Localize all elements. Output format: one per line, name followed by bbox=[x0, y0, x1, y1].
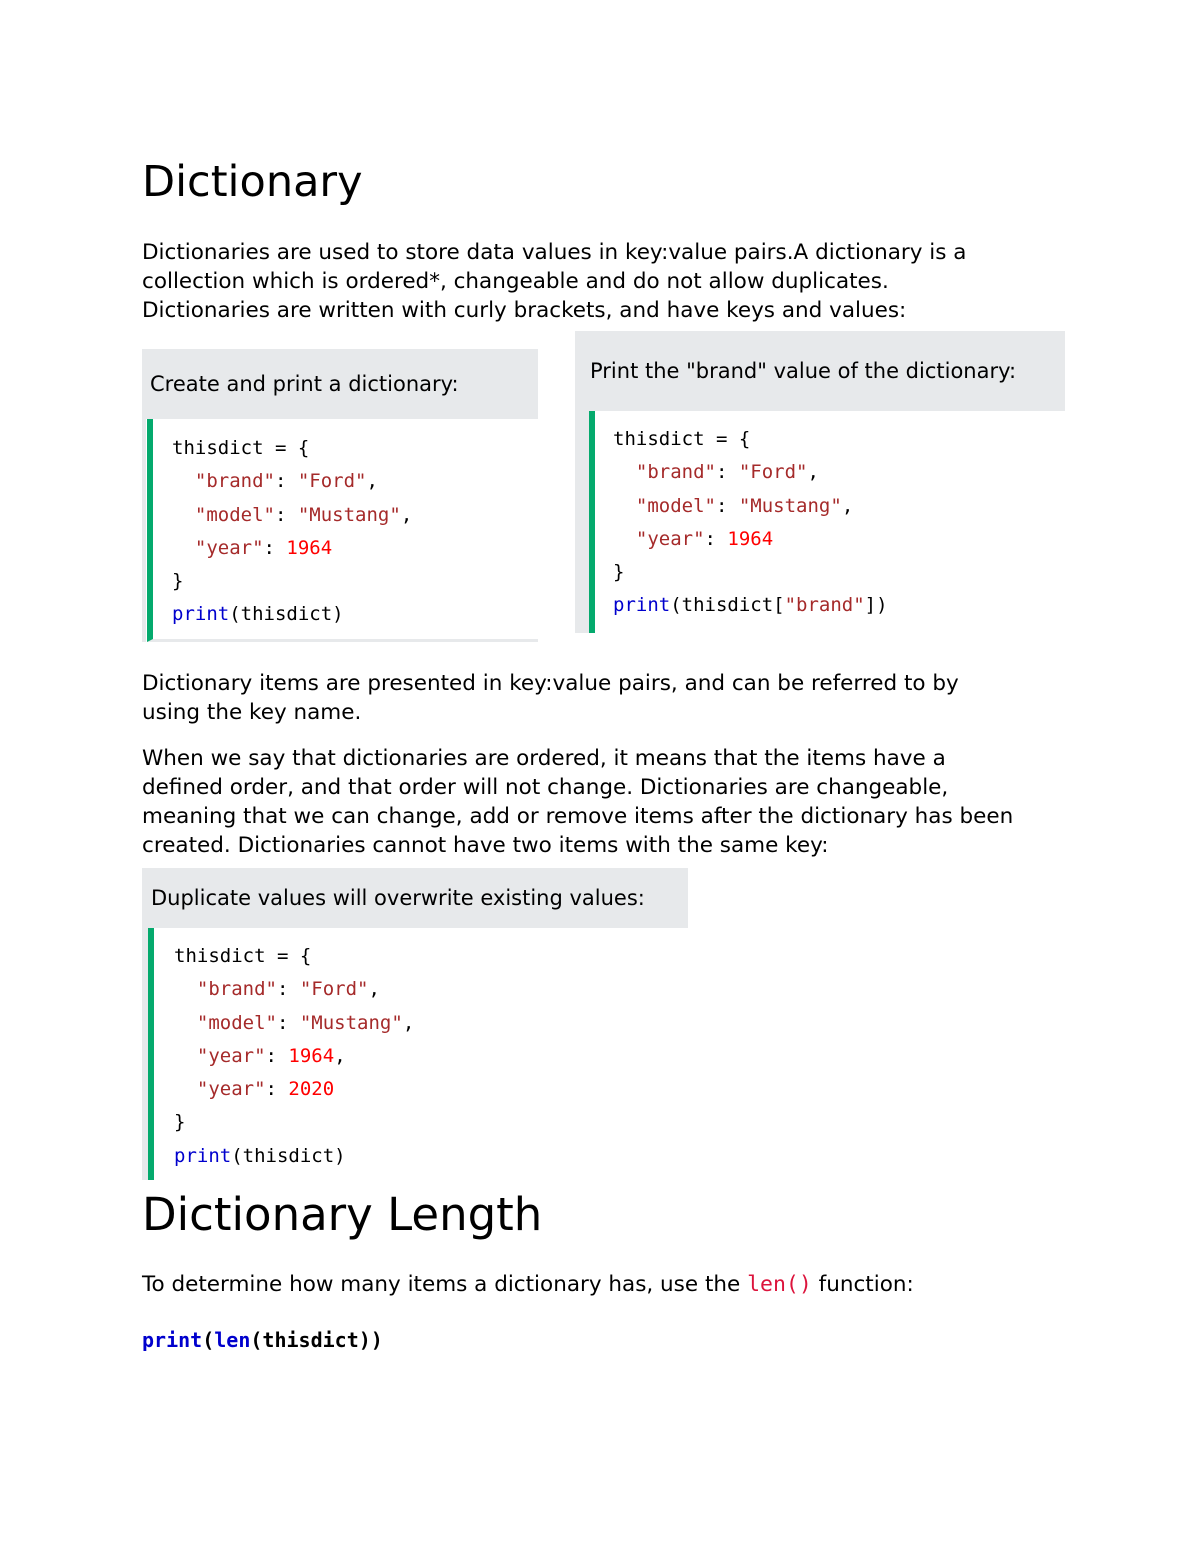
code-token: : bbox=[265, 1044, 289, 1067]
code-token: 2020 bbox=[288, 1078, 335, 1101]
code-token bbox=[172, 504, 195, 526]
code-line bbox=[172, 499, 538, 532]
intro-paragraph bbox=[142, 238, 1102, 325]
code-line bbox=[174, 940, 688, 973]
code-token: , bbox=[334, 1044, 346, 1067]
code-token: , bbox=[368, 978, 380, 1001]
code-token: "year" bbox=[635, 527, 705, 550]
code-line bbox=[613, 490, 1065, 523]
intro-line: Dictionaries are written with curly brackets, and have keys and values: bbox=[142, 298, 907, 323]
code-line bbox=[172, 598, 538, 631]
code-token: "Mustang" bbox=[297, 503, 401, 526]
code-token: "Ford" bbox=[738, 461, 808, 484]
len-code-line bbox=[142, 1325, 383, 1355]
code-line bbox=[172, 565, 538, 598]
code-token bbox=[174, 978, 197, 1000]
code-token: ( bbox=[202, 1328, 215, 1352]
code-token: "model" bbox=[194, 503, 275, 526]
code-token: , bbox=[807, 461, 819, 484]
code-token: len bbox=[214, 1328, 251, 1352]
code-line bbox=[172, 432, 538, 465]
code-token: thisdict = { bbox=[172, 437, 310, 459]
code-token: "Ford" bbox=[299, 978, 369, 1001]
code-token: } bbox=[172, 570, 184, 593]
code-token: thisdict = { bbox=[613, 428, 751, 450]
code-token: : bbox=[715, 461, 739, 484]
code-line bbox=[174, 1040, 688, 1073]
code-token bbox=[613, 461, 636, 483]
code-token: : bbox=[265, 1078, 289, 1101]
code-line bbox=[613, 556, 1065, 589]
example-duplicate-code bbox=[148, 928, 688, 1180]
code-token: thisdict = { bbox=[174, 945, 312, 967]
code-line bbox=[174, 1007, 688, 1040]
code-token: : bbox=[276, 978, 300, 1001]
paragraph-text: To determine how many items a dictionary has, use the bbox=[142, 1272, 748, 1297]
example-shade bbox=[575, 411, 590, 633]
code-token: : bbox=[274, 470, 298, 493]
example-create-code bbox=[147, 419, 538, 642]
code-token: : bbox=[704, 527, 728, 550]
len-paragraph bbox=[142, 1270, 914, 1299]
code-token: : bbox=[715, 494, 739, 517]
code-token: "model" bbox=[196, 1011, 277, 1034]
code-token: "Mustang" bbox=[738, 494, 842, 517]
ordered-paragraph bbox=[142, 744, 1102, 860]
code-line bbox=[613, 523, 1065, 556]
paragraph-line: Dictionary items are presented in key:value pairs, and can be referred to by bbox=[142, 671, 959, 696]
code-token: : bbox=[263, 536, 287, 559]
code-token bbox=[613, 495, 636, 517]
code-token: "year" bbox=[196, 1078, 266, 1101]
code-line bbox=[613, 456, 1065, 489]
page-title: Dictionary bbox=[142, 157, 363, 207]
code-line bbox=[613, 423, 1065, 456]
code-token: , bbox=[400, 503, 413, 526]
example-shade bbox=[142, 419, 146, 642]
code-token bbox=[174, 1078, 197, 1100]
paragraph-line: using the key name. bbox=[142, 700, 362, 725]
code-token bbox=[172, 470, 195, 492]
section-title-length: Dictionary Length bbox=[142, 1188, 543, 1241]
code-token: ]) bbox=[864, 594, 888, 617]
code-token: } bbox=[174, 1111, 186, 1134]
example-create-header: Create and print a dictionary: bbox=[142, 349, 538, 419]
code-line bbox=[613, 589, 1065, 622]
code-token: print bbox=[172, 603, 230, 626]
code-token: print bbox=[174, 1144, 232, 1167]
code-token: , bbox=[402, 1011, 415, 1034]
code-token: (thisdict) bbox=[231, 1144, 346, 1167]
code-token: "Mustang" bbox=[299, 1011, 403, 1034]
len-inline-code: len() bbox=[747, 1272, 812, 1297]
code-token: "model" bbox=[635, 494, 716, 517]
code-line bbox=[174, 1140, 688, 1173]
paragraph-line: defined order, and that order will not change. Dictionaries are changeable, bbox=[142, 775, 949, 800]
paragraph-line: created. Dictionaries cannot have two items with the same key: bbox=[142, 833, 829, 858]
code-line bbox=[174, 1073, 688, 1106]
code-token: (thisdict) bbox=[229, 603, 344, 626]
code-token: "year" bbox=[196, 1044, 266, 1067]
code-token: print bbox=[613, 594, 671, 617]
code-token: , bbox=[366, 470, 378, 493]
code-token: "Ford" bbox=[297, 470, 367, 493]
code-token bbox=[174, 1045, 197, 1067]
intro-line: collection which is ordered*, changeable and do not allow duplicates. bbox=[142, 269, 889, 294]
example-brand-header: Print the "brand" value of the dictionary: bbox=[575, 331, 1065, 411]
code-line bbox=[172, 465, 538, 498]
code-token: 1964 bbox=[288, 1044, 335, 1067]
code-token: "brand" bbox=[635, 461, 716, 484]
code-token bbox=[174, 1012, 197, 1034]
code-token: print bbox=[142, 1328, 203, 1352]
paragraph-text: function: bbox=[811, 1272, 914, 1297]
example-brand-code bbox=[589, 411, 1065, 633]
code-token bbox=[613, 528, 636, 550]
code-token bbox=[172, 537, 195, 559]
code-line bbox=[174, 973, 688, 1006]
code-token: : bbox=[274, 503, 298, 526]
code-token: } bbox=[613, 561, 625, 584]
code-line bbox=[174, 1106, 688, 1139]
example-duplicate-header: Duplicate values will overwrite existing values: bbox=[142, 868, 688, 928]
code-token: 1964 bbox=[286, 536, 333, 559]
code-token: (thisdict)) bbox=[250, 1328, 383, 1352]
paragraph-line: meaning that we can change, add or remove items after the dictionary has been bbox=[142, 804, 1014, 829]
code-token: "year" bbox=[194, 536, 264, 559]
code-token: "brand" bbox=[784, 594, 865, 617]
code-token: "brand" bbox=[194, 470, 275, 493]
paragraph-line: When we say that dictionaries are ordered, it means that the items have a bbox=[142, 746, 946, 771]
code-token: (thisdict[ bbox=[670, 594, 785, 617]
code-token: : bbox=[276, 1011, 300, 1034]
intro-line: Dictionaries are used to store data values in key:value pairs.A dictionary is a bbox=[142, 240, 967, 265]
code-token: "brand" bbox=[196, 978, 277, 1001]
code-line bbox=[172, 532, 538, 565]
key-value-paragraph bbox=[142, 669, 1102, 727]
code-token: 1964 bbox=[727, 527, 774, 550]
code-token: , bbox=[841, 494, 854, 517]
